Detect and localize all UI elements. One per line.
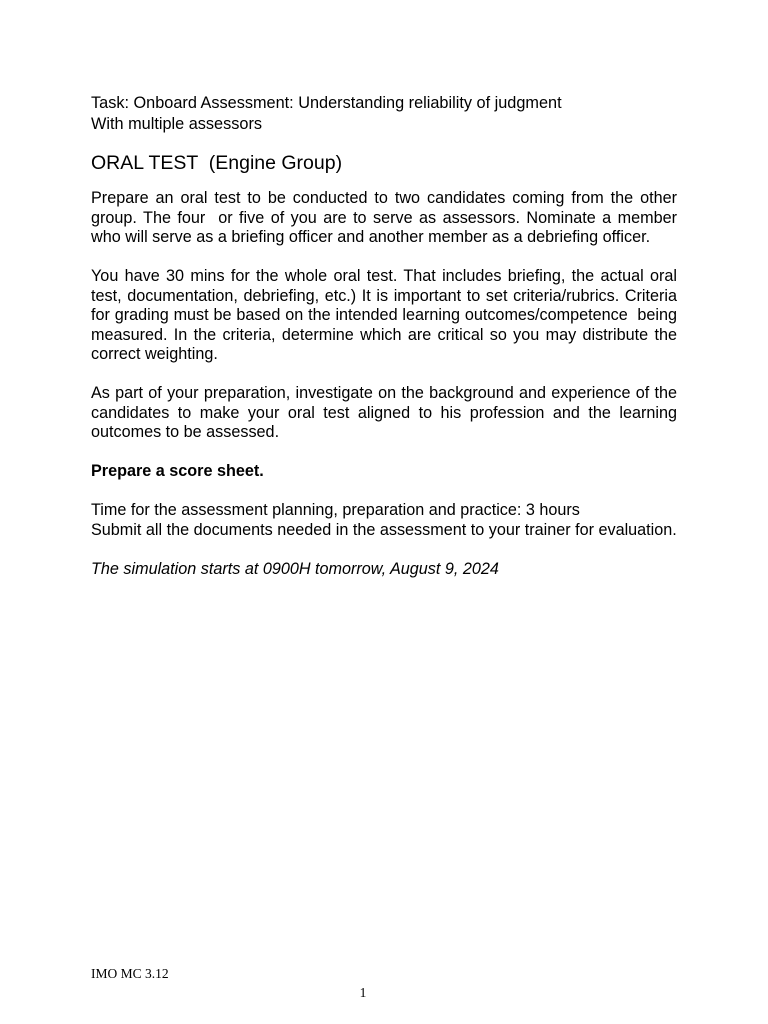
footer-document-code: IMO MC 3.12: [91, 966, 169, 981]
section-heading: ORAL TEST (Engine Group): [91, 152, 343, 174]
task-title-line-1: Task: Onboard Assessment: Understanding reliability of judgment: [91, 94, 562, 112]
paragraph-time-limit: You have 30 mins for the whole oral test. That includes briefing, the actual oral test, documentation, debriefing, etc.) It is important to set criteria/rubrics. Criteria for grading must be based on the intended learning outcomes/competence being measured. In the criteria, determine which are critical so you may distribute the correct weighting.: [91, 267, 682, 363]
simulation-start-line: The simulation starts at 0900H tomorrow, August 9, 2024: [91, 559, 499, 578]
document-body: [91, 93, 682, 579]
task-title-line-2: With multiple assessors: [91, 115, 263, 133]
paragraph-instructions: Prepare an oral test to be conducted to two candidates coming from the other group. The four or five of you are to serve as assessors. Nominate a member who will serve as a briefing officer and another member as a debriefing officer.: [91, 189, 682, 246]
time-and-submission-block: [91, 501, 677, 540]
submission-line: Submit all the documents needed in the assessment to your trainer for evaluation.: [91, 520, 677, 539]
paragraph-preparation: As part of your preparation, investigate on the background and experience of the candidates to make your oral test aligned to his profession and the learning outcomes to be assessed.: [91, 384, 682, 441]
page-number: 1: [359, 985, 367, 1000]
time-allocation-line: Time for the assessment planning, preparation and practice: 3 hours: [91, 501, 580, 519]
score-sheet-instruction: Prepare a score sheet.: [91, 462, 264, 480]
